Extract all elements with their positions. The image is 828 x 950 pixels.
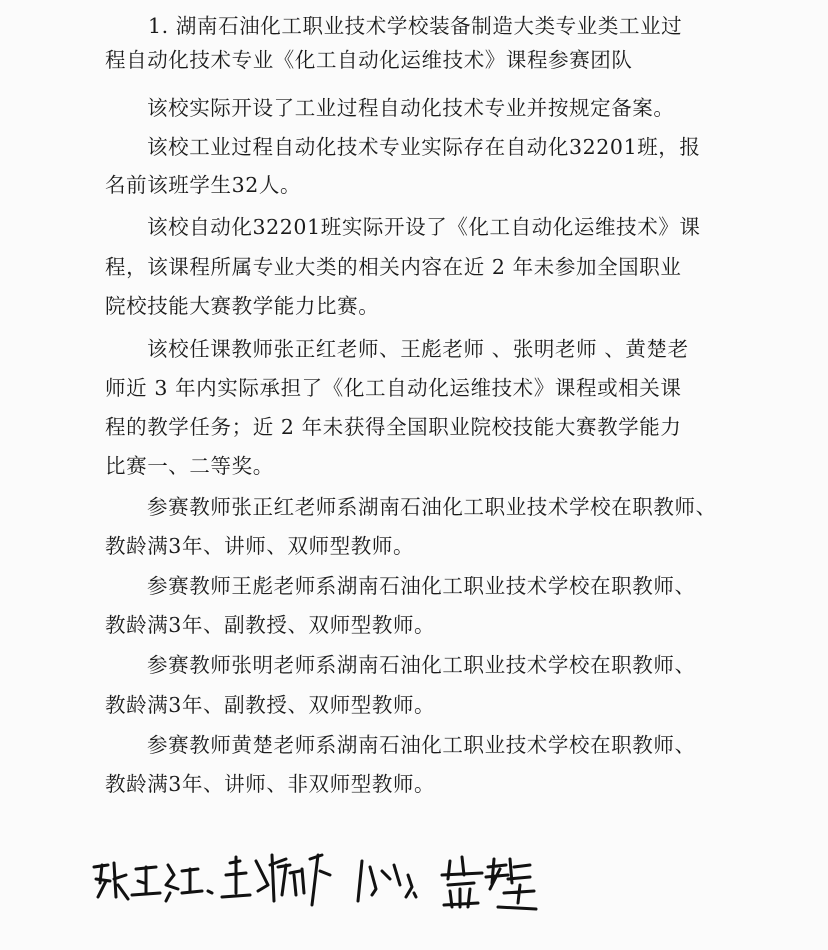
signature-zhang-zhenghong — [94, 863, 212, 901]
signature-wang-biao — [222, 855, 330, 905]
paragraph-line: 该校实际开设了工业过程自动化技术专业并按规定备案。 — [147, 96, 675, 120]
paragraph-line: 该校自动化32201班实际开设了《化工自动化运维技术》课 — [147, 215, 701, 239]
paragraph-line: 参赛教师张明老师系湖南石油化工职业技术学校在职教师、 — [147, 653, 696, 677]
signature-zhang-ming — [358, 861, 416, 901]
paragraph-line: 参赛教师王彪老师系湖南石油化工职业技术学校在职教师、 — [147, 574, 696, 598]
paragraph-line: 教龄满3年、讲师、非双师型教师。 — [105, 772, 436, 796]
item-heading-line-1: 1. 湖南石油化工职业技术学校装备制造大类专业类工业过 — [148, 14, 683, 38]
paragraph-line: 院校技能大赛教学能力比赛。 — [105, 294, 380, 318]
paragraph-line: 程的教学任务；近 2 年未获得全国职业院校技能大赛教学能力 — [105, 415, 682, 439]
paragraph-line: 教龄满3年、副教授、双师型教师。 — [105, 613, 436, 637]
paragraph-line: 比赛一、二等奖。 — [105, 454, 274, 478]
paragraph-line: 参赛教师张正红老师系湖南石油化工职业技术学校在职教师、 — [147, 495, 717, 519]
item-heading-line-2: 程自动化技术专业《化工自动化运维技术》课程参赛团队 — [105, 48, 633, 72]
paragraph-line: 名前该班学生32人。 — [105, 173, 302, 197]
paragraph-line: 该校工业过程自动化技术专业实际存在自动化32201班，报 — [147, 135, 701, 159]
signature-huang-chu — [442, 857, 536, 909]
signatures — [90, 845, 610, 925]
paragraph-line: 程，该课程所属专业大类的相关内容在近 2 年未参加全国职业 — [105, 255, 682, 279]
paragraph-line: 师近 3 年内实际承担了《化工自动化运维技术》课程或相关课 — [105, 376, 682, 400]
paragraph-line: 教龄满3年、副教授、双师型教师。 — [105, 693, 436, 717]
paragraph-line: 该校任课教师张正红老师、王彪老师 、张明老师 、黄楚老 — [147, 337, 689, 361]
paragraph-line: 参赛教师黄楚老师系湖南石油化工职业技术学校在职教师、 — [147, 733, 696, 757]
paragraph-line: 教龄满3年、讲师、双师型教师。 — [105, 534, 415, 558]
